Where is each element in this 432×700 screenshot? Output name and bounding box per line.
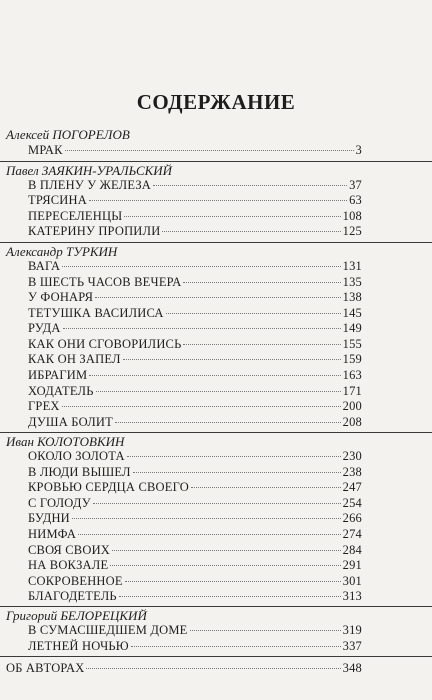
toc-entry[interactable]: [28, 589, 362, 605]
entry-page: 163: [342, 368, 362, 382]
entry-page: 3: [355, 143, 362, 157]
toc-entry[interactable]: [28, 399, 362, 415]
toc-entry[interactable]: [28, 368, 362, 384]
dot-leader: [72, 518, 341, 519]
dot-leader: [119, 596, 341, 597]
entry-title: В ШЕСТЬ ЧАСОВ ВЕЧЕРА: [28, 275, 182, 289]
dot-leader: [86, 668, 340, 669]
toc-entry[interactable]: [28, 527, 362, 543]
author-name: Павел ЗАЯКИН-УРАЛЬСКИЙ: [6, 163, 173, 178]
entry-title: В СУМАСШЕДШЕМ ДОМЕ: [28, 623, 188, 637]
entry-title: В ПЛЕНУ У ЖЕЛЕЗА: [28, 178, 152, 192]
toc-entry[interactable]: [28, 558, 362, 574]
section-divider: [0, 432, 432, 433]
entry-page: 149: [342, 321, 362, 335]
entry-title: В ЛЮДИ ВЫШЕЛ: [28, 465, 131, 479]
entry-title: У ФОНАРЯ: [28, 290, 94, 304]
entry-page: 230: [342, 449, 362, 463]
toc-entry[interactable]: [28, 193, 362, 209]
entry-page: 348: [342, 661, 362, 675]
toc-entry[interactable]: [28, 259, 362, 275]
section-divider: [0, 606, 432, 607]
author-name: Иван КОЛОТОВКИН: [6, 434, 125, 449]
toc-entry[interactable]: [28, 321, 362, 337]
toc-entry[interactable]: [28, 384, 362, 400]
entry-page: 155: [342, 337, 362, 351]
dot-leader: [112, 550, 341, 551]
entry-page: 131: [342, 259, 362, 273]
entry-page: 145: [342, 306, 362, 320]
dot-leader: [133, 472, 341, 473]
entry-page: 284: [342, 543, 362, 557]
entry-title: НА ВОКЗАЛЕ: [28, 558, 109, 572]
dot-leader: [191, 487, 341, 488]
entry-page: 125: [342, 224, 362, 238]
entry-page: 301: [342, 574, 362, 588]
dot-leader: [115, 422, 341, 423]
entry-page: 108: [342, 209, 362, 223]
dot-leader: [127, 456, 341, 457]
entry-page: 254: [342, 496, 362, 510]
entry-title: ТЕТУШКА ВАСИЛИСА: [28, 306, 164, 320]
section-divider: [0, 656, 432, 657]
toc-entry[interactable]: [28, 178, 362, 194]
entry-title: БУДНИ: [28, 511, 70, 525]
entry-page: 138: [342, 290, 362, 304]
entry-page: 319: [342, 623, 362, 637]
toc-entry[interactable]: [28, 574, 362, 590]
entry-title: ПЕРЕСЕЛЕНЦЫ: [28, 209, 123, 223]
entry-page: 200: [342, 399, 362, 413]
entry-title: С ГОЛОДУ: [28, 496, 91, 510]
dot-leader: [62, 266, 340, 267]
entry-title: КАК ОНИ СГОВОРИЛИСЬ: [28, 337, 182, 351]
dot-leader: [93, 503, 341, 504]
entry-title: ЛЕТНЕЙ НОЧЬЮ: [28, 639, 129, 653]
entry-title: СОКРОВЕННОЕ: [28, 574, 123, 588]
toc-entry[interactable]: [28, 480, 362, 496]
dot-leader: [96, 391, 341, 392]
author-name: Алексей ПОГОРЕЛОВ: [6, 127, 130, 142]
dot-leader: [153, 185, 347, 186]
entry-title: КАТЕРИНУ ПРОПИЛИ: [28, 224, 161, 238]
author-name: Александр ТУРКИН: [6, 244, 118, 259]
section-divider: [0, 161, 432, 162]
entry-title: КРОВЬЮ СЕРДЦА СВОЕГО: [28, 480, 189, 494]
entry-page: 171: [342, 384, 362, 398]
dot-leader: [89, 200, 347, 201]
toc-entry[interactable]: [28, 543, 362, 559]
entry-page: 37: [349, 178, 362, 192]
dot-leader: [166, 313, 341, 314]
dot-leader: [183, 282, 340, 283]
entry-title: ДУША БОЛИТ: [28, 415, 113, 429]
dot-leader: [131, 646, 341, 647]
dot-leader: [183, 344, 340, 345]
entry-page: 135: [342, 275, 362, 289]
dot-leader: [63, 328, 341, 329]
dot-leader: [123, 359, 341, 360]
entry-title: ХОДАТЕЛЬ: [28, 384, 94, 398]
toc-entry[interactable]: [28, 275, 362, 291]
dot-leader: [162, 231, 340, 232]
section-divider: [0, 242, 432, 243]
toc-entry[interactable]: [28, 639, 362, 655]
dot-leader: [190, 630, 341, 631]
author-name: Григорий БЕЛОРЕЦКИЙ: [6, 608, 147, 623]
toc-entry[interactable]: [28, 352, 362, 368]
toc-entry[interactable]: [28, 415, 362, 431]
entry-title: ОКОЛО ЗОЛОТА: [28, 449, 125, 463]
entry-title: БЛАГОДЕТЕЛЬ: [28, 589, 117, 603]
entry-title: ВАГА: [28, 259, 61, 273]
entry-page: 247: [342, 480, 362, 494]
entry-page: 208: [342, 415, 362, 429]
dot-leader: [125, 581, 341, 582]
page-title: СОДЕРЖАНИЕ: [136, 90, 296, 114]
dot-leader: [65, 150, 354, 151]
entry-title: СВОЯ СВОИХ: [28, 543, 111, 557]
entry-page: 63: [349, 193, 362, 207]
entry-title: ОБ АВТОРАХ: [6, 661, 85, 675]
toc-entry[interactable]: [28, 337, 362, 353]
toc-entry[interactable]: [28, 449, 362, 465]
entry-title: РУДА: [28, 321, 61, 335]
toc-entry-authors[interactable]: [6, 661, 362, 677]
toc-entry[interactable]: [28, 496, 362, 512]
dot-leader: [124, 216, 340, 217]
entry-page: 337: [342, 639, 362, 653]
toc-entry[interactable]: [28, 511, 362, 527]
entry-page: 313: [342, 589, 362, 603]
toc-entry[interactable]: [28, 209, 362, 225]
entry-title: ТРЯСИНА: [28, 193, 87, 207]
toc-entry[interactable]: [28, 224, 362, 240]
dot-leader: [89, 375, 340, 376]
entry-title: КАК ОН ЗАПЕЛ: [28, 352, 121, 366]
dot-leader: [95, 297, 340, 298]
entry-page: 238: [342, 465, 362, 479]
dot-leader: [78, 534, 341, 535]
toc-entry[interactable]: [28, 290, 362, 306]
dot-leader: [110, 565, 340, 566]
entry-title: ИБРАГИМ: [28, 368, 88, 382]
entry-title: МРАК: [28, 143, 63, 157]
toc-entry[interactable]: [28, 623, 362, 639]
toc-entry[interactable]: [28, 143, 362, 159]
toc-entry[interactable]: [28, 306, 362, 322]
dot-leader: [62, 406, 341, 407]
entry-page: 266: [342, 511, 362, 525]
entry-page: 274: [342, 527, 362, 541]
entry-page: 291: [342, 558, 362, 572]
entry-title: ГРЕХ: [28, 399, 60, 413]
toc-entry[interactable]: [28, 465, 362, 481]
entry-title: НИМФА: [28, 527, 77, 541]
entry-page: 159: [342, 352, 362, 366]
